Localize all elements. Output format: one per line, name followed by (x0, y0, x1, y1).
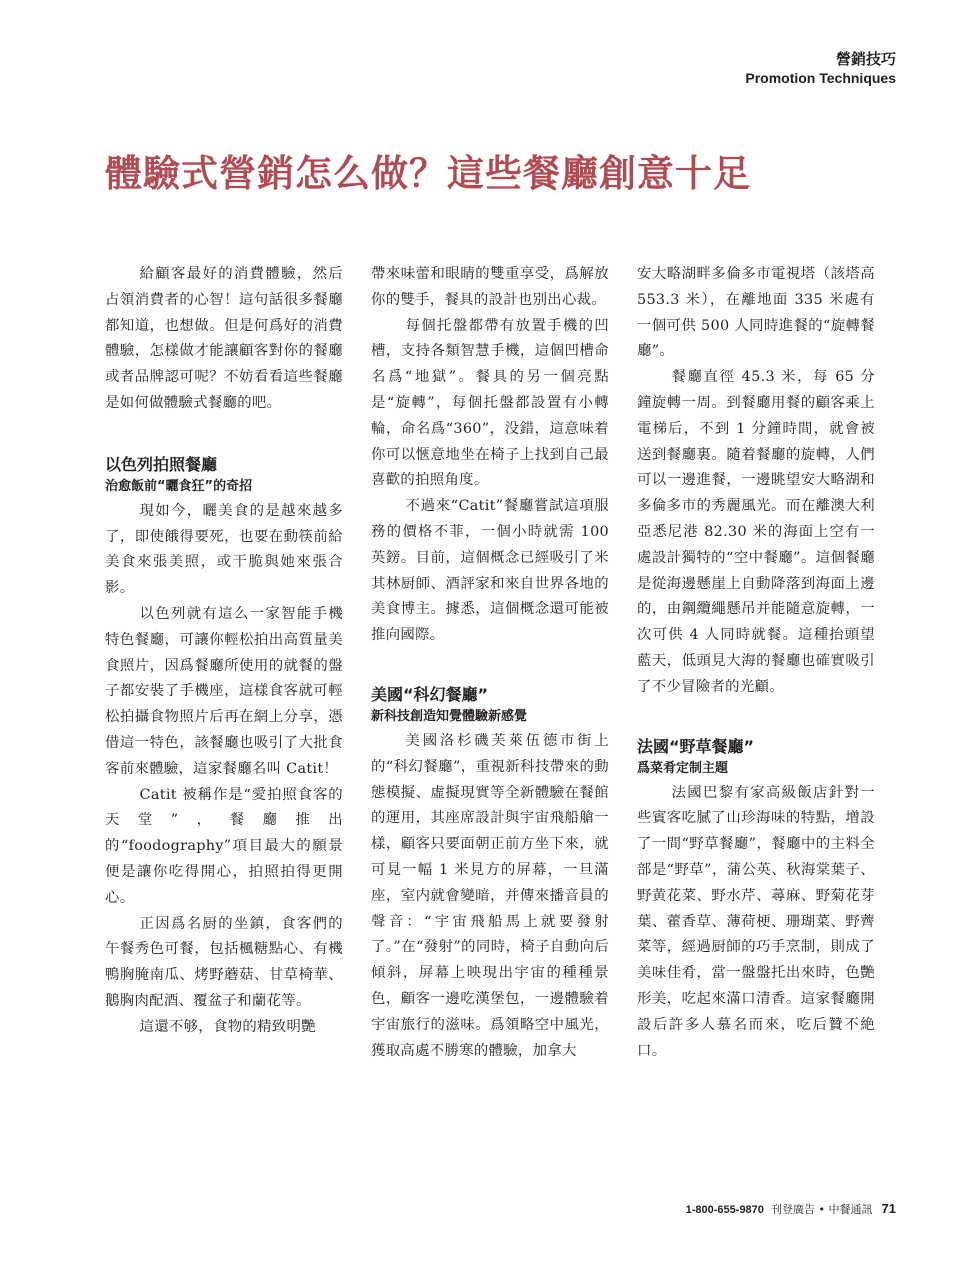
page-footer (686, 1201, 896, 1218)
body-paragraph: 帶來味蕾和眼睛的雙重享受，爲解放你的雙手，餐具的設計也别出心裁。 (371, 266, 609, 308)
section-heading-france: 法國“野草餐廳” (637, 736, 755, 756)
footer-publication: 刊登廣告 • 中餐通訊 (770, 1203, 873, 1216)
footer-phone: 1-800-655-9870 (685, 1204, 764, 1216)
section-subheading-israel: 治愈飯前“曬食狂”的奇招 (105, 478, 253, 494)
body-paragraph: 安大略湖畔多倫多市電視塔（該塔高 553.3 米），在離地面 335 米處有一個可供 500 人同時進餐的“旋轉餐廳”。 (637, 266, 875, 360)
body-paragraph: 以色列就有這么一家智能手機特色餐廳，可讓你輕松拍出高質量美食照片，因爲餐廳所使用的就餐的盤子都安裝了手機座，這樣食客就可輕松拍攝食物照片后再在網上分享，憑借這一特色，該餐廳也吸引了大批食客前來體驗，這家餐廳名叫 Catit！ (105, 605, 343, 777)
article-column-1 (105, 262, 343, 1041)
article-column-3 (637, 262, 875, 1064)
body-paragraph: 正因爲名厨的坐鎮，食客們的午餐秀色可餐，包括楓糖點心、有機鴨胸腌南瓜、烤野蘑菇、甘草椅華、鵝胸肉配酒、覆盆子和蘭花等。 (105, 915, 343, 1009)
body-paragraph: 這還不够，食物的精致明艷 (139, 1018, 316, 1035)
body-paragraph: 不過來“Catit”餐廳嘗試這項服務的價格不菲，一個小時就需 100 英鎊。目前，這個概念已經吸引了米其林厨師、酒評家和來自世界各地的美食博主。據悉，這個概念還可能被推向國際。 (371, 498, 609, 644)
body-paragraph: 餐廳直徑 45.3 米，每 65 分鐘旋轉一周。到餐廳用餐的顧客乘上電梯后，不到 1 分鐘時間，就會被送到餐廳裏。隨着餐廳的旋轉，人們可以一邊進餐，一邊眺望安大略湖和多倫多市的秀麗風光。而在離澳大利亞悉尼港 82.30 米的海面上空有一處設計獨特的“空中餐廳”。這個餐廳是從海邊懸崖上自動降落到海面上邊的，由鋼纜繩懸吊并能隨意旋轉，一次可供 4 人同時就餐。這種抬頭望藍天，低頭見大海的餐廳也確實吸引了不少冒險者的光顧。 (637, 369, 875, 695)
section-tag (745, 50, 896, 87)
body-paragraph: 每個托盤都帶有放置手機的凹槽，支持各類智慧手機，這個凹槽命名爲“地獄”。餐具的另一個亮點是“旋轉”，每個托盤都設置有小轉輪，命名爲“360”，没錯，這意味着你可以愜意地坐在椅子上找到自己最喜歡的拍照角度。 (371, 317, 609, 489)
intro-paragraph: 給顧客最好的消費體驗，然后占領消費者的心智！這句話很多餐廳都知道，也想做。但是何爲好的消費體驗，怎樣做才能讓顧客對你的餐廳或者品牌認可呢？不妨看看這些餐廳是如何做體驗式餐廳的吧。 (105, 266, 343, 411)
section-heading-usa: 美國“科幻餐廳” (371, 684, 489, 704)
section-subheading-france: 爲菜肴定制主題 (637, 760, 729, 776)
article-column-2 (371, 262, 609, 1064)
body-paragraph: 法國巴黎有家高級飯店針對一些賓客吃膩了山珍海味的特點，增設了一間“野草餐廳”，餐廳中的主料全部是“野草”，蒲公英、秋海棠葉子、野黄花菜、野水芹、蕁麻、野菊花芽葉、藿香草、薄荷梗、珊瑚菜、野薺菜等，經過厨師的巧手烹制，則成了美味佳肴，當一盤盤托出來時，色艷形美，吃起來滿口清香。這家餐廳開設后許多人慕名而來，吃后贊不絶口。 (637, 784, 875, 1059)
section-subheading-usa: 新科技創造知覺體驗新感覺 (371, 708, 528, 724)
page-number: 71 (881, 1201, 896, 1216)
section-label-zh: 營銷技巧 (835, 50, 896, 68)
article-headline: 體驗式營銷怎么做？這些餐廳創意十足 (105, 151, 751, 195)
body-paragraph: 美國洛杉磯芙萊伍德市街上的“科幻餐廳”，重視新科技帶來的動態模擬、虛擬現實等全新體驗在餐館的運用，其座席設計與宇宙飛船艙一樣，顧客只要面朝正前方坐下來，就可見一幅 1 米見方的屏幕，一旦滿座，室内就會變暗，并傳來播音員的聲音：“宇宙飛船馬上就要發射了。”在“發射”的同時，椅子自動向后傾斜，屏幕上映現出宇宙的種種景色，顧客一邊吃漢堡包，一邊體驗着宇宙旅行的滋味。爲領略空中風光，獲取高處不勝寒的體驗，加拿大 (371, 732, 609, 1059)
body-paragraph: 現如今，曬美食的是越來越多了，即使餓得要死，也要在動筷前給美食來張美照，或干脆與她來張合影。 (105, 502, 343, 597)
section-label-en: Promotion Techniques (745, 70, 896, 86)
body-paragraph: Catit 被稱作是“愛拍照食客的天堂”，餐廳推出的“foodography”項目最大的願景便是讓你吃得開心，拍照拍得更開心。 (105, 786, 343, 906)
section-heading-israel: 以色列拍照餐廳 (105, 454, 218, 474)
